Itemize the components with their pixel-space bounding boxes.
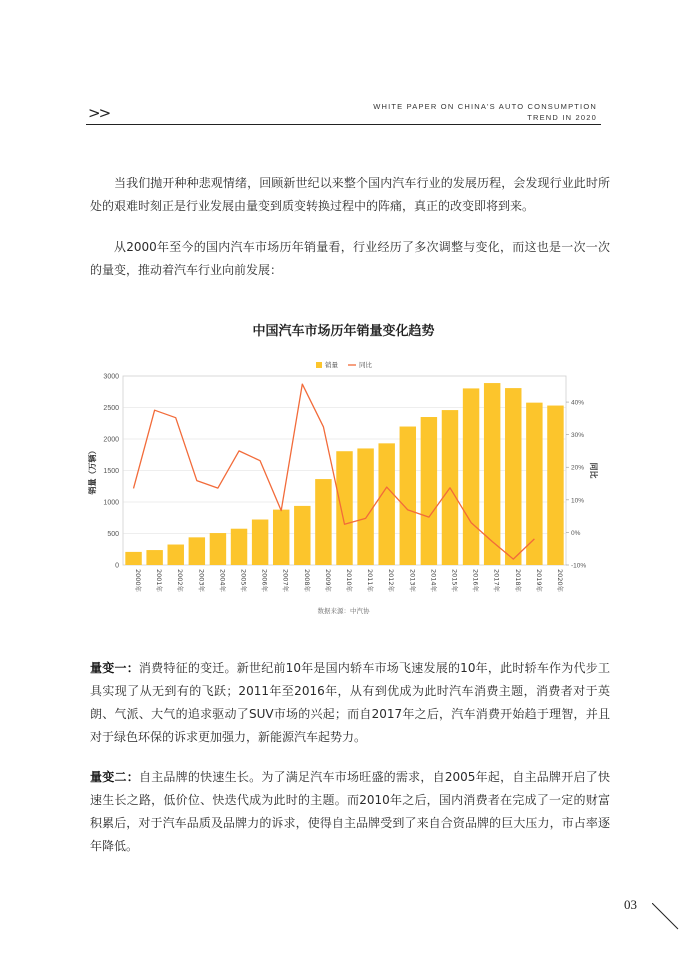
x-tick-label-2004年: 2004年 <box>218 569 227 593</box>
y2-tick-label-5: 40% <box>571 399 585 407</box>
corner-slash-decoration <box>652 903 682 933</box>
bar-2006年 <box>252 520 268 565</box>
bar-2003年 <box>189 537 205 565</box>
header-title-line2: TREND IN 2020 <box>527 113 597 122</box>
intro-paragraph-2: 从2000年至今的国内汽车市场历年销量看，行业经历了多次调整与变化，而这也是一次一次的量变，推动着汽车行业向前发展： <box>90 240 610 277</box>
x-tick-label-2009年: 2009年 <box>323 569 332 593</box>
chart-source: 数据来源：中汽协 <box>317 607 370 615</box>
x-tick-label-2017年: 2017年 <box>492 569 501 593</box>
x-tick-label-2014年: 2014年 <box>429 569 438 593</box>
x-tick-label-2003年: 2003年 <box>197 569 206 593</box>
x-tick-label-2002年: 2002年 <box>176 569 185 593</box>
x-tick-label-2018年: 2018年 <box>513 569 522 593</box>
y-tick-label-2: 1000 <box>103 499 119 507</box>
bar-2016年 <box>463 388 479 565</box>
bar-2012年 <box>378 443 394 565</box>
bar-2002年 <box>168 545 184 565</box>
y-tick-label-6: 3000 <box>103 373 119 381</box>
page-number: 03 <box>624 897 637 912</box>
legend-label-sales: 销量 <box>325 361 338 369</box>
x-tick-label-2005年: 2005年 <box>239 569 248 593</box>
bar-2020年 <box>547 406 563 565</box>
bar-2009年 <box>315 479 331 565</box>
y2-tick-label-4: 30% <box>571 432 585 440</box>
header-title <box>373 101 597 123</box>
legend-label-yoy: 同比 <box>359 361 372 369</box>
x-tick-label-2000年: 2000年 <box>134 569 143 593</box>
bar-2010年 <box>336 451 352 565</box>
bar-2000年 <box>125 552 141 565</box>
bar-2001年 <box>146 550 162 565</box>
sales-chart <box>0 350 687 605</box>
header-divider <box>86 124 601 125</box>
section-2 <box>90 766 610 858</box>
y2-axis-title: 同比 <box>589 462 598 479</box>
header-title-line1: WHITE PAPER ON CHINA'S AUTO CONSUMPTION <box>373 102 597 111</box>
x-tick-label-2012年: 2012年 <box>387 569 396 593</box>
y2-tick-label-2: 10% <box>571 497 585 505</box>
x-tick-label-2016年: 2016年 <box>471 569 480 593</box>
legend-swatch-sales <box>316 362 322 368</box>
y-tick-label-4: 2000 <box>103 436 119 444</box>
y-tick-label-5: 2500 <box>103 405 119 412</box>
section-2-text: 自主品牌的快速生长。为了满足汽车市场旺盛的需求，自2005年起，自主品牌开启了快速生长之路，低价位、快迭代成为此时的主题。而2010年之后，国内消费者在完成了一定的财富积累后，对于汽车品质及品牌力的诉求，使得自主品牌受到了来自合资品牌的巨大压力，市占率逐年降低。 <box>90 770 610 853</box>
bar-2008年 <box>294 506 310 565</box>
x-tick-label-2006年: 2006年 <box>260 569 269 593</box>
bar-2013年 <box>400 427 416 565</box>
chart-title: 中国汽车市场历年销量变化趋势 <box>252 324 435 339</box>
y2-tick-label-1: 0% <box>571 529 581 537</box>
section-1-lead: 量变一： <box>90 661 139 675</box>
x-tick-label-2001年: 2001年 <box>155 569 164 593</box>
bar-2011年 <box>357 448 373 565</box>
x-tick-label-2019年: 2019年 <box>534 569 543 593</box>
x-tick-label-2007年: 2007年 <box>281 569 290 593</box>
y2-tick-label-3: 20% <box>571 464 585 472</box>
bar-2007年 <box>273 510 289 565</box>
y-tick-label-1: 500 <box>107 531 119 538</box>
y-tick-label-0: 0 <box>115 562 119 570</box>
y2-tick-label-0: -10% <box>571 562 587 570</box>
x-tick-label-2013年: 2013年 <box>408 569 417 593</box>
header-chevron-icon: >> <box>88 104 110 122</box>
y-tick-label-3: 1500 <box>103 468 119 475</box>
y-axis-title: 销量（万辆） <box>88 446 97 495</box>
x-tick-label-2011年: 2011年 <box>366 569 375 593</box>
section-1 <box>90 657 610 749</box>
x-tick-label-2020年: 2020年 <box>555 569 564 593</box>
x-tick-label-2010年: 2010年 <box>345 569 353 593</box>
x-tick-label-2008年: 2008年 <box>302 569 311 593</box>
x-tick-label-2015年: 2015年 <box>450 569 459 593</box>
section-1-text: 消费特征的变迁。新世纪前10年是国内轿车市场飞速发展的10年，此时轿车作为代步工具实现了从无到有的飞跃；2011年至2016年，从有到优成为此时汽车消费主题，消费者对于英朗、气派、大气的追求驱动了SUV市场的兴起；而自2017年之后，汽车消费开始趋于理智，并且对于绿色环保的诉求更加强力，新能源汽车起势力。 <box>90 661 610 744</box>
bar-2017年 <box>484 383 500 565</box>
bar-2014年 <box>421 417 437 565</box>
intro-paragraph-1: 当我们抛开种种悲观情绪，回顾新世纪以来整个国内汽车行业的发展历程，会发现行业此时所处的艰难时刻正是行业发展由量变到质变转换过程中的阵痛，真正的改变即将到来。 <box>90 176 610 213</box>
bar-2018年 <box>505 388 521 565</box>
section-2-lead: 量变二： <box>90 770 139 784</box>
bar-2004年 <box>210 533 226 565</box>
bar-2005年 <box>231 529 247 565</box>
bar-2019年 <box>526 403 542 565</box>
